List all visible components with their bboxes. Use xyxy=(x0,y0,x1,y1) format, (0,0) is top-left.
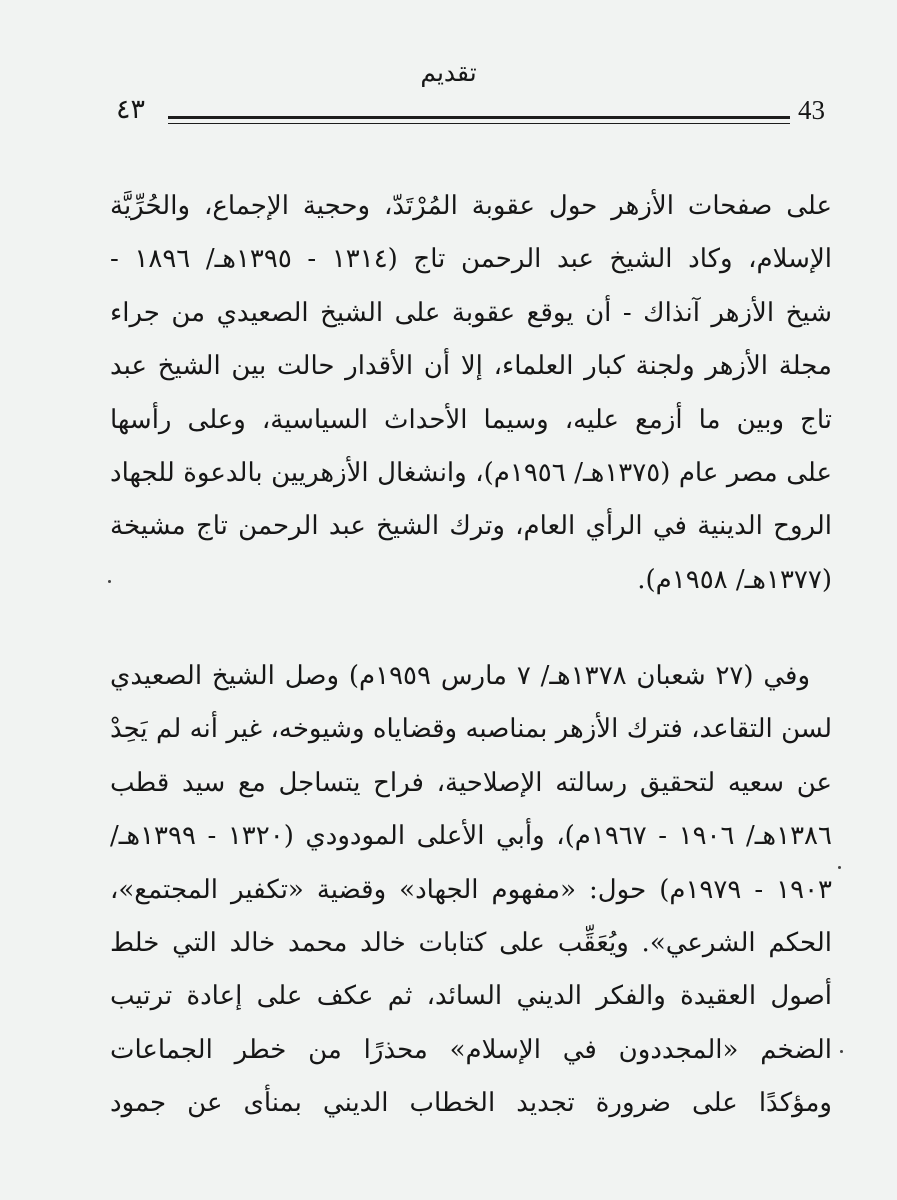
text-line: شيخ الأزهر آنذاك - أن يوقع عقوبة على الشيخ الصعيدي من جراء xyxy=(110,297,832,328)
header-rule xyxy=(168,116,790,124)
running-title: تقديم xyxy=(420,58,477,87)
text-line: لسن التقاعد، فترك الأزهر بمناصبه وقضاياه وشيوخه، غير أنه لم يَحِدْ xyxy=(110,714,832,745)
text-line: (١٣٧٧هـ/ ١٩٥٨م). xyxy=(637,564,832,595)
paragraph-1 xyxy=(110,180,832,607)
text-line: على مصر عام (١٣٧٥هـ/ ١٩٥٦م)، وانشغال الأزهريين بالدعوة للجهاد xyxy=(110,457,832,488)
page-number-latin: 43 xyxy=(798,95,825,125)
paragraph-2 xyxy=(110,650,832,1131)
text-line: وفي (٢٧ شعبان ١٣٧٨هـ/ ٧ مارس ١٩٥٩م) وصل الشيخ الصعيدي xyxy=(110,661,811,691)
text-line: ١٩٠٣ - ١٩٧٩م) حول: «مفهوم الجهاد» وقضية «تكفير المجتمع»، xyxy=(110,874,832,905)
print-speck xyxy=(838,866,841,869)
text-line: عن سعيه لتحقيق رسالته الإصلاحية، فراح يتساجل مع سيد قطب xyxy=(110,767,832,798)
text-line: الإسلام، وكاد الشيخ عبد الرحمن تاج (١٣١٤ - ١٣٩٥هـ/ ١٨٩٦ - xyxy=(110,244,832,275)
text-line: ومؤكدًا على ضرورة تجديد الخطاب الديني بمنأى عن جمود xyxy=(110,1088,832,1119)
page-number-arabic: ٤٣ xyxy=(116,94,146,125)
text-line: الحكم الشرعي». ويُعَقِّب على كتابات خالد محمد خالد التي خلط xyxy=(110,927,832,958)
print-speck xyxy=(840,1050,843,1053)
text-line: ١٣٨٦هـ/ ١٩٠٦ - ١٩٦٧م)، وأبي الأعلى المودودي (١٣٢٠ - ١٣٩٩هـ/ xyxy=(110,821,832,852)
text-line: الروح الدينية في الرأي العام، وترك الشيخ عبد الرحمن تاج مشيخة xyxy=(110,511,832,542)
text-line: مجلة الأزهر ولجنة كبار العلماء، إلا أن الأقدار حالت بين الشيخ عبد xyxy=(110,351,832,382)
print-speck xyxy=(108,580,111,583)
text-line: الضخم «المجددون في الإسلام» محذرًا من خطر الجماعات xyxy=(110,1034,832,1065)
text-line: على صفحات الأزهر حول عقوبة المُرْتَدّ، وحجية الإجماع، والحُرِّيَّة xyxy=(110,191,832,221)
text-line: أصول العقيدة والفكر الديني السائد، ثم عكف على إعادة ترتيب xyxy=(110,981,832,1012)
text-line: تاج وبين ما أزمع عليه، وسيما الأحداث السياسية، وعلى رأسها xyxy=(110,404,832,435)
